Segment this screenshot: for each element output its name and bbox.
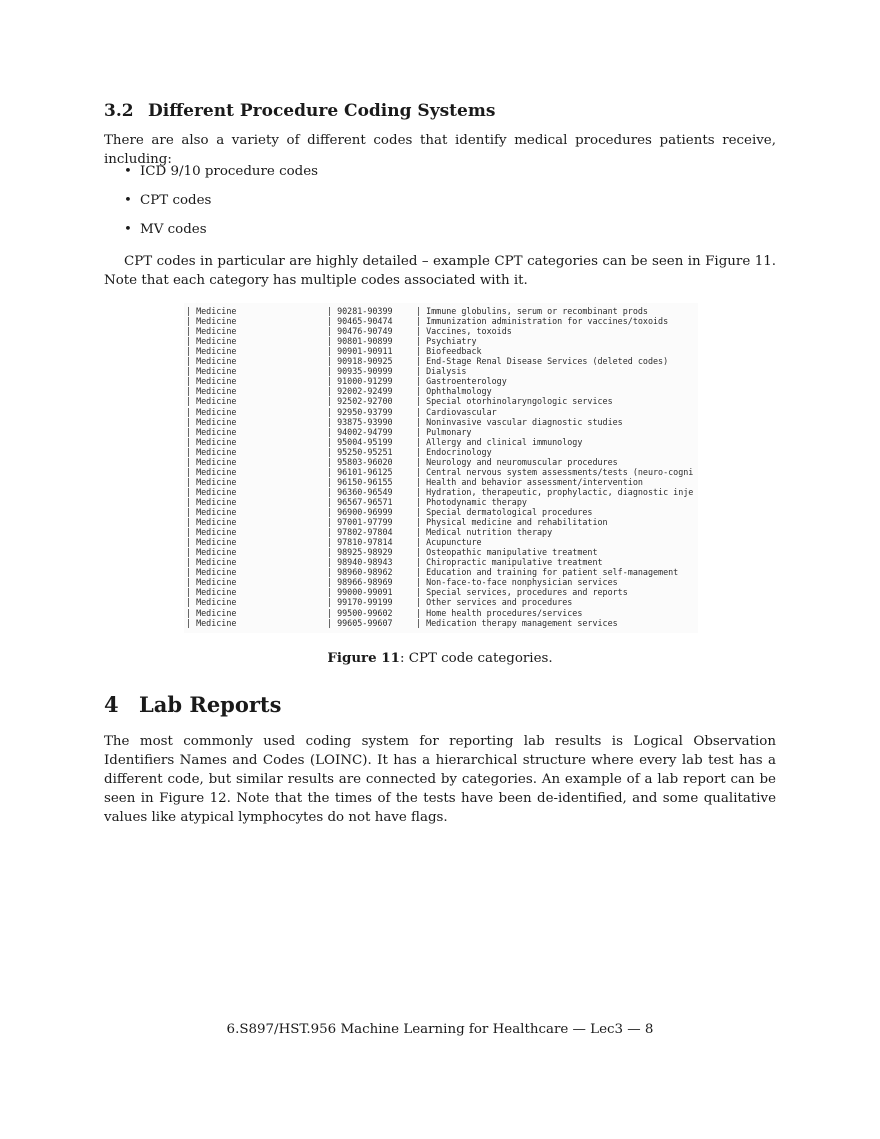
section-cell: | Medicine — [186, 547, 237, 558]
section-title: Different Procedure Coding Systems — [148, 101, 496, 121]
description-cell: | Home health procedures/services — [416, 607, 583, 618]
section-cell: | Medicine — [186, 336, 237, 347]
description-cell: | Non-face-to-face nonphysician services — [416, 577, 618, 588]
section-cell: | Medicine — [186, 577, 237, 588]
code-range-cell: | 98966-98969 — [327, 577, 393, 588]
section-cell: | Medicine — [186, 416, 237, 427]
section-cell: | Medicine — [186, 386, 237, 397]
figure-caption — [0, 650, 880, 666]
code-range-cell: | 97810-97814 — [327, 537, 393, 548]
section-cell: | Medicine — [186, 366, 237, 377]
section-cell: | Medicine — [186, 426, 237, 437]
caption-label: Figure 11 — [327, 650, 400, 666]
description-cell: | Vaccines, toxoids — [416, 326, 512, 337]
bullet-icon: • — [124, 222, 132, 237]
code-range-cell: | 97001-97799 — [327, 517, 393, 528]
section-cell: | Medicine — [186, 436, 237, 447]
caption-text: : CPT code categories. — [399, 651, 553, 666]
code-range-cell: | 96360-96549 — [327, 486, 393, 497]
description-cell: | Health and behavior assessment/intervention — [416, 476, 643, 487]
section-cell: | Medicine — [186, 456, 237, 467]
section-cell: | Medicine — [186, 306, 237, 316]
description-cell: | Dialysis — [416, 366, 467, 377]
description-cell: | Ophthalmology — [416, 386, 492, 397]
description-cell: | Other services and procedures — [416, 597, 573, 608]
code-range-cell: | 98940-98943 — [327, 557, 393, 568]
code-range-cell: | 90465-90474 — [327, 316, 393, 327]
section-cell: | Medicine — [186, 346, 237, 357]
list-item-label: MV codes — [140, 222, 207, 237]
section-cell: | Medicine — [186, 567, 237, 578]
description-cell: | Immune globulins, serum or recombinant prods — [416, 306, 648, 316]
section-cell: | Medicine — [186, 496, 237, 507]
section-cell: | Medicine — [186, 326, 237, 337]
section-cell: | Medicine — [186, 537, 237, 548]
section-cell: | Medicine — [186, 406, 237, 417]
code-range-cell: | 99605-99607 — [327, 617, 393, 628]
code-range-cell: | 95250-95251 — [327, 446, 393, 457]
section-cell: | Medicine — [186, 376, 237, 387]
code-range-cell: | 99170-99199 — [327, 597, 393, 608]
section-cell: | Medicine — [186, 466, 237, 477]
section-heading-3-2 — [104, 101, 495, 121]
description-cell: | Neurology and neuromuscular procedures — [416, 456, 618, 467]
code-range-cell: | 92002-92499 — [327, 386, 393, 397]
code-range-cell: | 99000-99091 — [327, 587, 393, 598]
description-cell: | Photodynamic therapy — [416, 496, 527, 507]
code-range-cell: | 90801-90899 — [327, 336, 393, 347]
description-cell: | End-Stage Renal Disease Services (deleted codes) — [416, 356, 669, 367]
section-number: 3.2 — [104, 101, 134, 121]
code-range-cell: | 96150-96155 — [327, 476, 393, 487]
description-cell: | Hydration, therapeutic, prophylactic, diagnostic inje — [416, 486, 694, 497]
description-cell: | Endocrinology — [416, 446, 492, 457]
code-range-cell: | 93875-93990 — [327, 416, 393, 427]
code-range-cell: | 95803-96020 — [327, 456, 393, 467]
cpt-paragraph: CPT codes in particular are highly detailed – example CPT categories can be seen in Figure 11. Note that each category has multiple codes associated with it. — [104, 254, 776, 288]
section-cell: | Medicine — [186, 396, 237, 407]
description-cell: | Allergy and clinical immunology — [416, 436, 583, 447]
code-range-cell: | 94002-94799 — [327, 426, 393, 437]
list-item-label: CPT codes — [140, 193, 212, 208]
list-item — [124, 162, 318, 191]
description-cell: | Special otorhinolaryngologic services — [416, 396, 613, 407]
section-heading-4 — [104, 692, 281, 717]
code-range-cell: | 90918-90925 — [327, 356, 393, 367]
cpt-categories-figure — [184, 303, 698, 633]
description-cell: | Gastroenterology — [416, 376, 507, 387]
description-cell: | Pulmonary — [416, 426, 472, 437]
list-item — [124, 191, 318, 220]
intro-paragraph: There are also a variety of different codes that identify medical procedures patients receive, including: — [104, 133, 776, 167]
description-cell: | Medication therapy management services — [416, 617, 618, 628]
code-range-cell: | 99500-99602 — [327, 607, 393, 618]
code-range-cell: | 90901-90911 — [327, 346, 393, 357]
section-cell: | Medicine — [186, 476, 237, 487]
description-cell: | Immunization administration for vaccines/toxoids — [416, 316, 669, 327]
section-cell: | Medicine — [186, 356, 237, 367]
code-range-cell: | 96900-96999 — [327, 507, 393, 517]
bullet-icon: • — [124, 164, 132, 179]
section-cell: | Medicine — [186, 557, 237, 568]
section-cell: | Medicine — [186, 517, 237, 528]
code-range-cell: | 98960-98962 — [327, 567, 393, 578]
code-range-cell: | 90476-90749 — [327, 326, 393, 337]
section-cell: | Medicine — [186, 597, 237, 608]
description-cell: | Noninvasive vascular diagnostic studies — [416, 416, 623, 427]
description-cell: | Special services, procedures and reports — [416, 587, 628, 598]
section-cell: | Medicine — [186, 486, 237, 497]
section-cell: | Medicine — [186, 316, 237, 327]
list-item — [124, 220, 318, 249]
section-number: 4 — [104, 692, 119, 717]
section-cell: | Medicine — [186, 587, 237, 598]
procedure-code-list — [124, 162, 318, 249]
section-cell: | Medicine — [186, 446, 237, 457]
bullet-icon: • — [124, 193, 132, 208]
code-range-cell: | 96567-96571 — [327, 496, 393, 507]
section-cell: | Medicine — [186, 607, 237, 618]
code-range-cell: | 90935-90999 — [327, 366, 393, 377]
section-cell: | Medicine — [186, 507, 237, 517]
list-item-label: ICD 9/10 procedure codes — [140, 164, 319, 179]
lab-reports-paragraph: The most commonly used coding system for reporting lab results is Logical Observation Identifiers Names and Codes (LOINC). It has a hierarchical structure where every lab test has a different code, but similar results are connected by categories. An example of a lab report can be seen in Figure 12. Note that the times of the tests have been de-identified, and some qualitative values like atypical lymphocytes do not have flags. — [104, 734, 776, 825]
code-range-cell: | 92950-93799 — [327, 406, 393, 417]
description-cell: | Special dermatological procedures — [416, 507, 593, 517]
code-range-cell: | 92502-92700 — [327, 396, 393, 407]
description-cell: | Physical medicine and rehabilitation — [416, 517, 608, 528]
description-cell: | Acupuncture — [416, 537, 482, 548]
description-cell: | Cardiovascular — [416, 406, 497, 417]
page-footer: 6.S897/HST.956 Machine Learning for Healthcare — Lec3 — 8 — [226, 1022, 654, 1037]
section-cell: | Medicine — [186, 527, 237, 538]
code-range-cell: | 91000-91299 — [327, 376, 393, 387]
description-cell: | Medical nutrition therapy — [416, 527, 553, 538]
section-title: Lab Reports — [139, 692, 282, 717]
code-range-cell: | 98925-98929 — [327, 547, 393, 558]
description-cell: | Central nervous system assessments/tests (neuro-cogni — [416, 466, 694, 477]
code-range-cell: | 95004-95199 — [327, 436, 393, 447]
section-cell: | Medicine — [186, 617, 237, 628]
description-cell: | Chiropractic manipulative treatment — [416, 557, 603, 568]
description-cell: | Biofeedback — [416, 346, 482, 357]
code-range-cell: | 96101-96125 — [327, 466, 393, 477]
code-range-cell: | 97802-97804 — [327, 527, 393, 538]
description-cell: | Osteopathic manipulative treatment — [416, 547, 598, 558]
description-cell: | Psychiatry — [416, 336, 477, 347]
description-cell: | Education and training for patient self-management — [416, 567, 679, 578]
code-range-cell: | 90281-90399 — [327, 306, 393, 316]
